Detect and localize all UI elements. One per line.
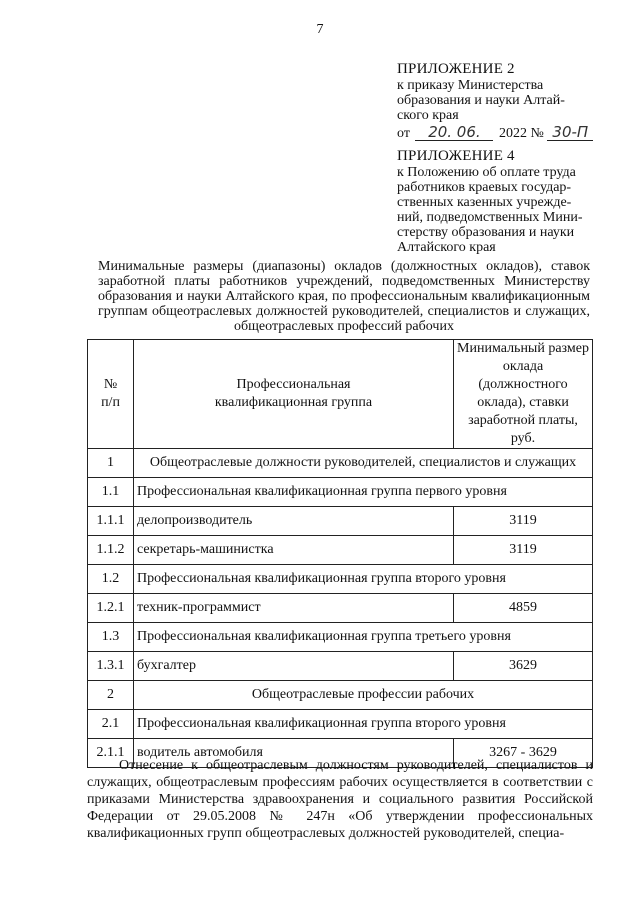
table-row (88, 652, 593, 681)
table-row (88, 710, 593, 739)
row-number: 1.2.1 (88, 594, 134, 623)
salary-table (87, 339, 593, 768)
header-num: № п/п (88, 340, 134, 449)
row-name: Профессиональная квалификационная группа второго уровня (134, 565, 593, 594)
row-number: 1.3.1 (88, 652, 134, 681)
table-row (88, 507, 593, 536)
row-name: делопроизводитель (134, 507, 454, 536)
page-number: 7 (316, 22, 324, 37)
row-number: 1.3 (88, 623, 134, 652)
appendix-4-block (397, 149, 597, 255)
table-row (88, 681, 593, 710)
table-row (88, 565, 593, 594)
appendix-2-line: к приказу Министерства (397, 78, 544, 93)
appendix-2-line: ского края (397, 108, 459, 123)
table-row (88, 623, 593, 652)
appendix-4-line: Алтайского края (397, 240, 496, 255)
appendix-2-line: образования и науки Алтай- (397, 93, 565, 108)
row-name: техник-программист (134, 594, 454, 623)
appendix-4-line: работников краевых государ- (397, 180, 572, 195)
row-name: Общеотраслевые профессии рабочих (134, 681, 593, 710)
row-number: 1.2 (88, 565, 134, 594)
row-salary: 4859 (454, 594, 593, 623)
table-row (88, 594, 593, 623)
appendix-4-line: ний, подведомственных Мини- (397, 210, 583, 225)
row-name: Профессиональная квалификационная группа второго уровня (134, 710, 593, 739)
appendix-2-title: ПРИЛОЖЕНИЕ 2 (397, 61, 515, 77)
row-name: Общеотраслевые должности руководителей, специалистов и служащих (134, 449, 593, 478)
table-row (88, 478, 593, 507)
table-row (88, 449, 593, 478)
row-number: 2.1.1 (88, 739, 134, 768)
table-row (88, 536, 593, 565)
row-name: секретарь-машинистка (134, 536, 454, 565)
footer-text: Отнесение к общеотраслевым должностям руководителей, специалистов и служащих, общеотраслевым профессиям рабочих осуществляется в соответствии с приказами Министерства здравоохранения и социального развития Российской Федерации от 29.05.2008 № 247н «Об утверждении профессиональных квалификационных групп общеотраслевых должностей руководителей, специа- (87, 758, 593, 841)
appendix-2-block (397, 62, 597, 141)
table-header-row (88, 340, 593, 449)
order-prefix: от (397, 126, 410, 141)
row-name: Профессиональная квалификационная группа первого уровня (134, 478, 593, 507)
header-salary: Минимальный размер оклада (должностного оклада), ставки заработной платы, руб. (454, 340, 593, 449)
appendix-4-line: к Положению об оплате труда (397, 165, 576, 180)
order-date: 20. 06. (415, 125, 493, 141)
order-year: 2022 № (498, 126, 544, 141)
row-number: 1.1 (88, 478, 134, 507)
row-number: 2 (88, 681, 134, 710)
row-number: 1.1.1 (88, 507, 134, 536)
row-number: 1.1.2 (88, 536, 134, 565)
row-number: 1 (88, 449, 134, 478)
appendix-4-title: ПРИЛОЖЕНИЕ 4 (397, 148, 515, 164)
row-number: 2.1 (88, 710, 134, 739)
appendix-4-line: ственных казенных учрежде- (397, 195, 572, 210)
appendix-4-line: стерству образования и науки (397, 225, 575, 240)
order-line (397, 125, 597, 141)
row-salary: 3267 - 3629 (454, 739, 593, 768)
row-name: бухгалтер (134, 652, 454, 681)
row-salary: 3119 (454, 536, 593, 565)
row-name: Профессиональная квалификационная группа третьего уровня (134, 623, 593, 652)
row-salary: 3119 (454, 507, 593, 536)
row-salary: 3629 (454, 652, 593, 681)
row-name: водитель автомобиля (134, 739, 454, 768)
order-number: 30-П (547, 125, 593, 141)
header-group: Профессиональная квалификационная группа (134, 340, 454, 449)
intro-text: Минимальные размеры (диапазоны) окладов (должностных окладов), ставок заработной платы работников учреждений, подведомственных Министерству образования и науки Алтайского края, по профессиональным квалификационным группам общеотраслевых должностей руководителей, специалистов и служащих, общеотраслевых профессий рабочих (98, 259, 590, 334)
